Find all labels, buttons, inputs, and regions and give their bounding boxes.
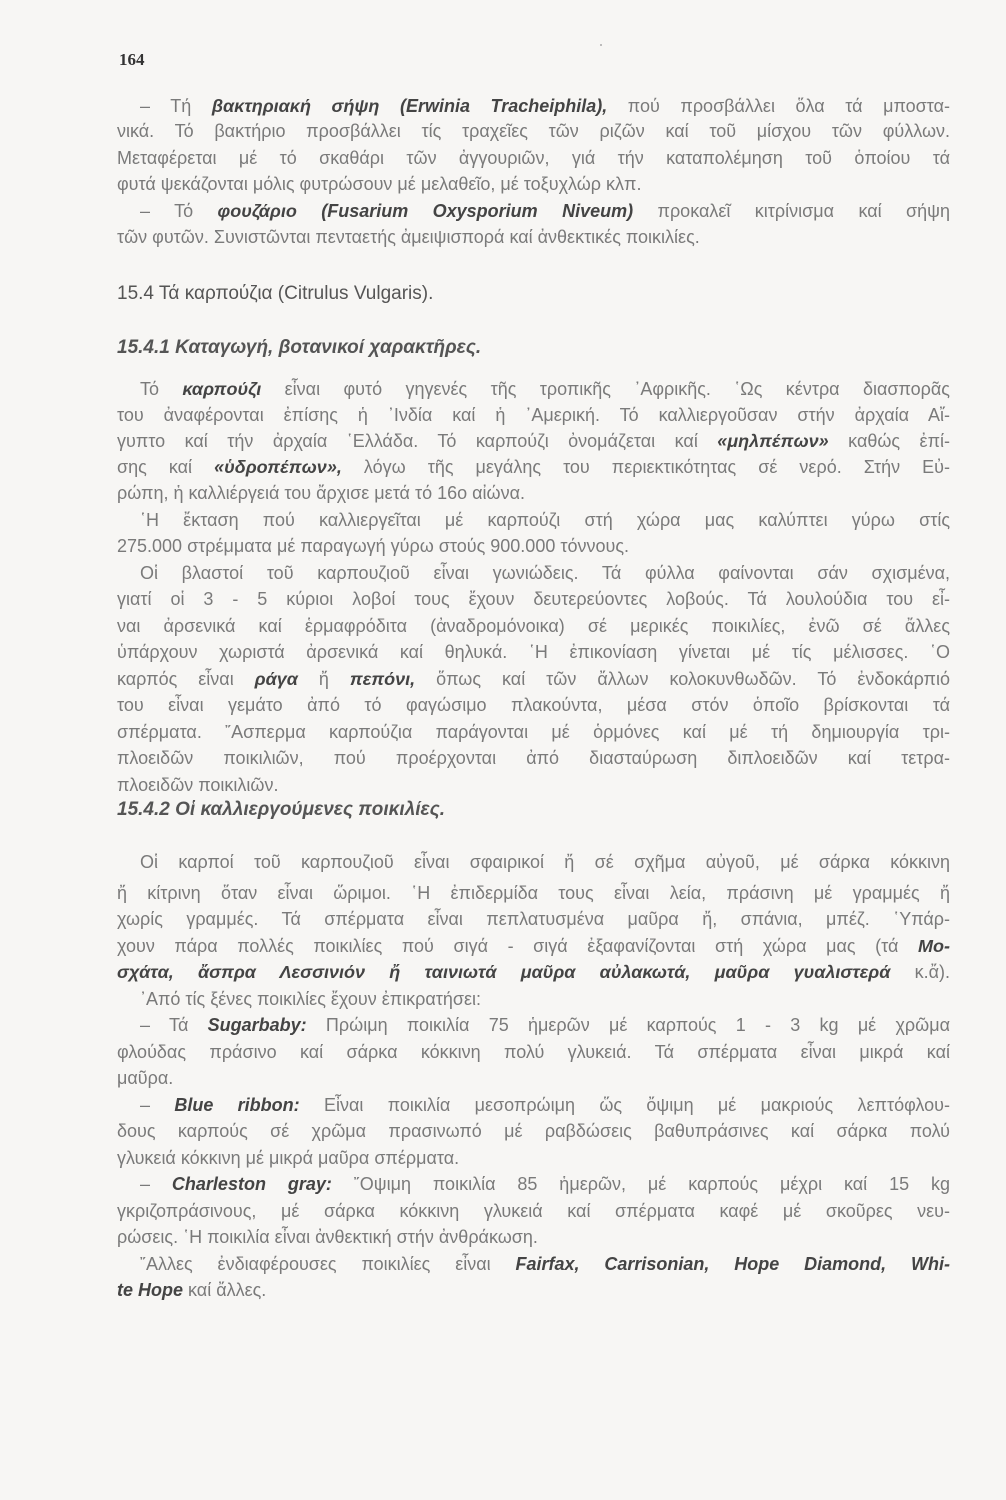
text-line xyxy=(117,933,950,959)
emphasized-term: ράγα xyxy=(254,669,298,689)
text-line xyxy=(117,959,950,985)
emphasized-term: Charleston gray: xyxy=(171,1174,332,1194)
text-line xyxy=(117,666,950,692)
text-line xyxy=(117,1118,950,1144)
text-run: – Τά xyxy=(140,1015,208,1035)
text-run: δους καρπούς σέ χρῶμα πρασινωπό μέ ραβδώσεις βαθυπράσινες καί σάρκα πολύ xyxy=(117,1121,950,1141)
emphasized-term: Μο- xyxy=(918,936,950,956)
text-line xyxy=(117,1039,950,1065)
text-line xyxy=(117,1065,950,1091)
text-run: γιατί οἱ 3 - 5 κύριοι λοβοί τους ἔχουν δευτερεύοντες λοβούς. Τά λουλούδια του εἶ- xyxy=(117,589,950,609)
text-run: νικά. Τό βακτήριο προσβάλλει τίς τραχεῖες τῶν ριζῶν καί τοῦ μίσχου τῶν φύλλων. xyxy=(117,121,950,141)
text-line xyxy=(140,376,950,402)
text-line xyxy=(140,93,950,119)
emphasized-term: βακτηριακή σήψη (Erwinia Tracheiphila), xyxy=(211,96,608,116)
emphasized-term: Fairfax, Carrisonian, Hope Diamond, Whi- xyxy=(515,1254,950,1274)
text-run: τῶν φυτῶν. Συνιστῶνται πενταετής ἀμειψισπορά καί ἀνθεκτικές ποικιλίες. xyxy=(117,227,700,247)
text-run: Εἶναι ποικιλία μεσοπρώιμη ὥς ὄψιμη μέ μακριούς λεπτόφλου- xyxy=(299,1095,950,1115)
text-run: Οἱ καρποί τοῦ καρπουζιοῦ εἶναι σφαιρικοί ἤ σέ σχῆμα αὐγοῦ, μέ σάρκα κόκκινη xyxy=(140,852,950,872)
text-run: 15.4 Τά καρπούζια (Citrulus Vulgaris). xyxy=(117,283,434,304)
text-run: εἶναι φυτό γηγενές τῆς τροπικῆς ᾽Αφρικῆς. ῾Ως κέντρα διασπορᾶς xyxy=(261,379,950,399)
text-run: φυτά ψεκάζονται μόλις φυτρώσουν μέ μελαθεῖο, μέ τοξυχλώρ κλπ. xyxy=(117,174,642,194)
emphasized-term: σχάτα, ἄσπρα Λεσσινιόν ἤ ταινιωτά μαῦρα αὐλακωτά, μαῦρα γυαλιστερά xyxy=(117,962,891,982)
text-line xyxy=(117,480,950,506)
emphasized-term: πεπόνι, xyxy=(349,669,416,689)
text-line xyxy=(117,745,950,771)
text-run: γλυκειά κόκκινη μέ μικρά μαῦρα σπέρματα. xyxy=(117,1148,460,1168)
text-line xyxy=(117,428,950,454)
text-line xyxy=(117,145,950,171)
text-line xyxy=(117,454,950,480)
text-run: πλοειδῶν ποικιλιῶν. xyxy=(117,775,279,795)
text-run: πλοειδῶν ποικιλιῶν, πού προέρχονται ἀπό διασταύρωση διπλοειδῶν καί τετρα- xyxy=(117,748,950,768)
scan-speck xyxy=(600,44,602,46)
text-line xyxy=(117,533,950,559)
text-run: γκριζοπράσινους, μέ σάρκα κόκκινη γλυκειά καί σπέρματα καφέ μέ σκοῦρες νευ- xyxy=(117,1201,950,1221)
text-run: Τό xyxy=(140,379,183,399)
text-run: 15.4.2 Οἱ καλλιεργούμενες ποικιλίες. xyxy=(117,799,446,820)
text-line xyxy=(140,1012,950,1038)
text-run: σπέρματα. ῎Ασπερμα καρπούζια παράγονται μέ ὁρμόνες καί μέ τή δημιουργία τρι- xyxy=(117,722,950,742)
text-line xyxy=(117,224,950,250)
text-line xyxy=(140,849,950,875)
text-line xyxy=(117,906,950,932)
text-line xyxy=(117,402,950,428)
text-run: ῎Οψιμη ποικιλία 85 ἡμερῶν, μέ καρπούς μέχρι καί 15 kg xyxy=(331,1174,951,1194)
text-run: – xyxy=(140,1095,175,1115)
text-line xyxy=(117,692,950,718)
text-run: Οἱ βλαστοί τοῦ καρπουζιοῦ εἶναι γωνιώδεις. Τά φύλλα φαίνονται σάν σχισμένα, xyxy=(140,563,950,583)
text-run: καρπός εἶναι xyxy=(117,669,255,689)
emphasized-term: φουζάριο (Fusarium Oxysporium Niveum) xyxy=(217,201,634,221)
section-heading xyxy=(117,281,950,307)
text-run: ὅπως καί τῶν ἄλλων κολοκυνθωδῶν. Τό ἐνδοκάρπιό xyxy=(415,669,950,689)
text-line xyxy=(140,507,950,533)
text-line xyxy=(117,880,950,906)
text-run: ᾽Από τίς ξένες ποικιλίες ἔχουν ἐπικρατήσει: xyxy=(140,989,482,1009)
emphasized-term: Sugarbaby: xyxy=(207,1015,307,1035)
text-run: του εἶναι γεμάτο ἀπό τό φαγώσιμο πλακούντα, μέσα στόν ὁποῖο βρίσκονται τά xyxy=(117,695,950,715)
text-run: σης καί xyxy=(117,457,215,477)
text-run: ῾Η ἔκταση πού καλλιεργεῖται μέ καρπούζι στή χώρα μας καλύπτει γύρω στίς xyxy=(140,510,950,530)
text-run: του ἀναφέρονται ἐπίσης ἡ ᾽Ινδία καί ἡ ᾽Αμερική. Τό καλλιεργοῦσαν στήν ἀρχαία Αἴ- xyxy=(117,405,950,425)
emphasized-term: Blue ribbon: xyxy=(174,1095,300,1115)
text-run: ῎Αλλες ἐνδιαφέρουσες ποικιλίες εἶναι xyxy=(140,1254,516,1274)
text-run: Πρώιμη ποικιλία 75 ἡμερῶν μέ καρπούς 1 - 3 kg μέ χρῶμα xyxy=(306,1015,950,1035)
text-line xyxy=(117,586,950,612)
text-run: ρώπη, ἡ καλλιέργειά του ἄρχισε μετά τό 16ο αἰώνα. xyxy=(117,483,525,503)
text-line xyxy=(117,1198,950,1224)
text-line xyxy=(117,118,950,144)
text-run: πού προσβάλλει ὅλα τά μποστα- xyxy=(607,96,950,116)
text-line xyxy=(117,171,950,197)
text-line xyxy=(140,1251,950,1277)
text-line xyxy=(117,613,950,639)
text-run: λόγω τῆς μεγάλης του περιεκτικότητας σέ νερό. Στήν Εὐ- xyxy=(341,457,951,477)
text-run: χουν πάρα πολλές ποικιλίες πού σιγά - σιγά ἐξαφανίζονται στή χώρα μας (τά xyxy=(117,936,919,956)
text-line xyxy=(140,198,950,224)
text-run: ναι ἀρσενικά καί ἑρμαφρόδιτα (ἀναδρομόνοικα) σέ μερικές ποικιλίες, ἐνῶ σέ ἄλλες xyxy=(117,616,950,636)
section-heading xyxy=(117,797,950,823)
text-run: 275.000 στρέμματα μέ παραγωγή γύρω στούς 900.000 τόννους. xyxy=(117,536,629,556)
text-line xyxy=(117,772,950,798)
text-run: – Τή xyxy=(140,96,212,116)
emphasized-term: καρπούζι xyxy=(182,379,262,399)
text-line xyxy=(140,1092,950,1118)
text-run: ρώσεις. ῾Η ποικιλία εἶναι ἀνθεκτική στήν ἀνθράκωση. xyxy=(117,1227,538,1247)
text-line xyxy=(117,1277,950,1303)
text-run: Μεταφέρεται μέ τό σκαθάρι τῶν ἀγγουριῶν, γιά τήν καταπολέμηση τοῦ ὁποίου τά xyxy=(117,148,950,168)
text-run: ἤ κίτρινη ὅταν εἶναι ὥριμοι. ῾Η ἐπιδερμίδα τους εἶναι λεία, πράσινη μέ γραμμές ἤ xyxy=(117,883,950,903)
text-line xyxy=(140,986,950,1012)
text-run: χωρίς γραμμές. Τά σπέρματα εἶναι πεπλατυσμένα μαῦρα ἤ, σπάνια, μπέζ. ῾Υπάρ- xyxy=(117,909,950,929)
text-line xyxy=(117,1145,950,1171)
text-run: – xyxy=(140,1174,172,1194)
text-run: 15.4.1 Καταγωγή, βοτανικοί χαρακτῆρες. xyxy=(117,337,482,358)
text-line xyxy=(117,639,950,665)
text-run: προκαλεῖ κιτρίνισμα καί σήψη xyxy=(633,201,951,221)
text-line xyxy=(117,1224,950,1250)
emphasized-term: te Hope xyxy=(117,1280,184,1300)
emphasized-term: «μηλπέπων» xyxy=(717,431,829,451)
text-run: ὑπάρχουν χωριστά ἀρσενικά καί θηλυκά. ῾Η ἐπικονίαση γίνεται μέ τίς μέλισσες. ῾Ο xyxy=(117,642,950,662)
emphasized-term: «ὑδροπέπων», xyxy=(214,457,342,477)
text-run: γυπτο καί τήν ἀρχαία ῾Ελλάδα. Τό καρπούζι ὀνομάζεται καί xyxy=(117,431,718,451)
text-run: μαῦρα. xyxy=(117,1068,174,1088)
text-run: φλούδας πράσινο καί σάρκα κόκκινη πολύ γλυκειά. Τά σπέρματα εἶναι μικρά καί xyxy=(117,1042,950,1062)
text-run: ἤ xyxy=(297,669,350,689)
text-run: κ.ἄ). xyxy=(890,962,950,982)
section-heading xyxy=(117,335,950,361)
text-run: καθώς ἐπί- xyxy=(828,431,950,451)
page-number: 164 xyxy=(119,50,145,69)
text-line xyxy=(140,560,950,586)
text-run: – Τό xyxy=(140,201,218,221)
text-line xyxy=(140,1171,950,1197)
text-line xyxy=(117,719,950,745)
text-run: καί ἄλλες. xyxy=(183,1280,267,1300)
